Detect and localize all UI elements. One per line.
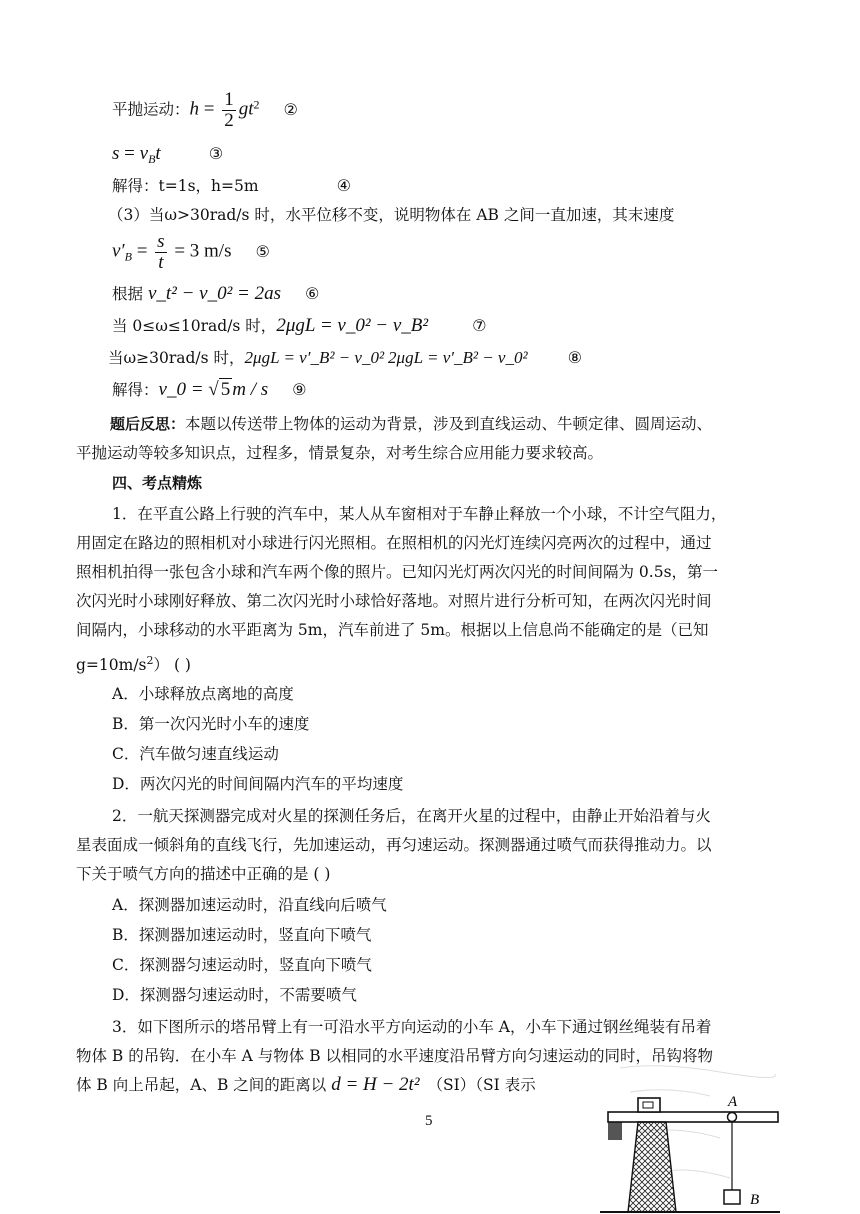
equation-5: $v'_B$ = $\frac{s}{t}$ = 3 m/s ⑤	[112, 231, 270, 273]
q3-line-1: 3．如下图所示的塔吊臂上有一可沿水平方向运动的小车 A，小车下通过钢丝绳装有吊着	[112, 1018, 712, 1036]
section-heading: 四、考点精炼	[112, 474, 203, 492]
q1-line-3: 照相机拍得一张包含小球和汽车两个像的照片。已知闪光灯两次闪光的时间间隔为 0.5s，第一	[76, 563, 719, 581]
equation-6: 根据 v_t² − v_0² = 2as ⑥	[112, 283, 320, 304]
q2-line-3: 下关于喷气方向的描述中正确的是 ( )	[76, 865, 331, 883]
q1-line-5: 间隔内，小球移动的水平距离为 5m，汽车前进了 5m。根据以上信息尚不能确定的是（已知	[76, 621, 709, 639]
q1-option-d: D．两次闪光的时间间隔内汽车的平均速度	[112, 775, 404, 793]
q1-option-c: C．汽车做匀速直线运动	[112, 745, 279, 763]
q1-line-2: 用固定在路边的照相机对小球进行闪光照相。在照相机的闪光灯连续闪亮两次的过程中，通过	[76, 534, 712, 552]
q3-line-2: 物体 B 的吊钩．在小车 A 与物体 B 以相同的水平速度沿吊臂方向匀速运动的同时，吊钩将物	[76, 1047, 714, 1065]
fraction: $\frac{s}{t}$	[157, 231, 165, 273]
label-a: A	[728, 1094, 738, 1110]
page-number: 5	[425, 1113, 433, 1129]
trolley-a	[728, 1113, 737, 1122]
crane-jib	[608, 1112, 778, 1122]
reflection-line-1: 题后反思：本题以传送带上物体的运动为背景，涉及到直线运动、牛顿定律、圆周运动、	[110, 415, 713, 433]
part-3-text: （3）当ω>30rad/s 时，水平位移不变，说明物体在 AB 之间一直加速，其末速度	[108, 206, 675, 224]
equation-8: 当ω≥30rad/s 时，2μgL = v′_B² − v_0² 2μgL = v′_B² − v_0² ⑧	[108, 348, 582, 367]
q2-option-d: D．探测器匀速运动时，不需要喷气	[112, 986, 357, 1004]
q1-line-1: 1．在平直公路上行驶的汽车中，某人从车窗相对于车静止释放一个小球，不计空气阻力，	[112, 505, 727, 523]
equation-7: 当 0≤ω≤10rad/s 时，2μgL = v_0² − v_B² ⑦	[112, 315, 487, 336]
q2-option-c: C．探测器匀速运动时，竖直向下喷气	[112, 956, 372, 974]
q1-option-b: B．第一次闪光时小车的速度	[112, 715, 310, 733]
object-b	[724, 1190, 740, 1204]
solution-4: 解得：t=1s，h=5m ④	[112, 176, 351, 195]
q1-line-6: $g=10m/s^2$） ( )	[76, 654, 191, 675]
q2-option-a: A．探测器加速运动时，沿直线向后喷气	[112, 896, 387, 914]
q2-line-2: 星表面成一倾斜角的直线飞行，先加速运动，再匀速运动。探测器通过喷气而获得推动力。以	[76, 836, 712, 854]
label-b: B	[750, 1192, 760, 1208]
equation-3: $s = v_Bt$ ③	[112, 143, 224, 167]
q1-option-a: A．小球释放点离地的高度	[112, 685, 294, 703]
q2-line-1: 2．一航天探测器完成对火星的探测任务后，在离开火星的过程中，由静止开始沿着与火	[112, 807, 711, 825]
equation-2: 平抛运动：h = $\frac{1}{2}$ $gt^2$ ②	[112, 89, 298, 131]
counterweight	[608, 1122, 622, 1140]
q3-line-3: 体 B 向上吊起，A、B 之间的距离以 d = H − 2t² （SI）（SI 表示	[76, 1074, 536, 1095]
equation-9: 解得：v_0 = √ 5 m / s ⑨	[112, 379, 307, 400]
q2-option-b: B．探测器加速运动时，竖直向下喷气	[112, 926, 372, 944]
q1-line-4: 次闪光时小球刚好释放、第二次闪光时小球恰好落地。对照片进行分析可知，在两次闪光时间	[76, 592, 712, 610]
reflection-line-2: 平抛运动等较多知识点，过程多，情景复杂，对考生综合应用能力要求较高。	[76, 444, 604, 462]
fraction: $\frac{1}{2}$	[224, 89, 234, 131]
tower-crane-figure	[600, 1062, 780, 1214]
crane-tower	[628, 1122, 676, 1212]
